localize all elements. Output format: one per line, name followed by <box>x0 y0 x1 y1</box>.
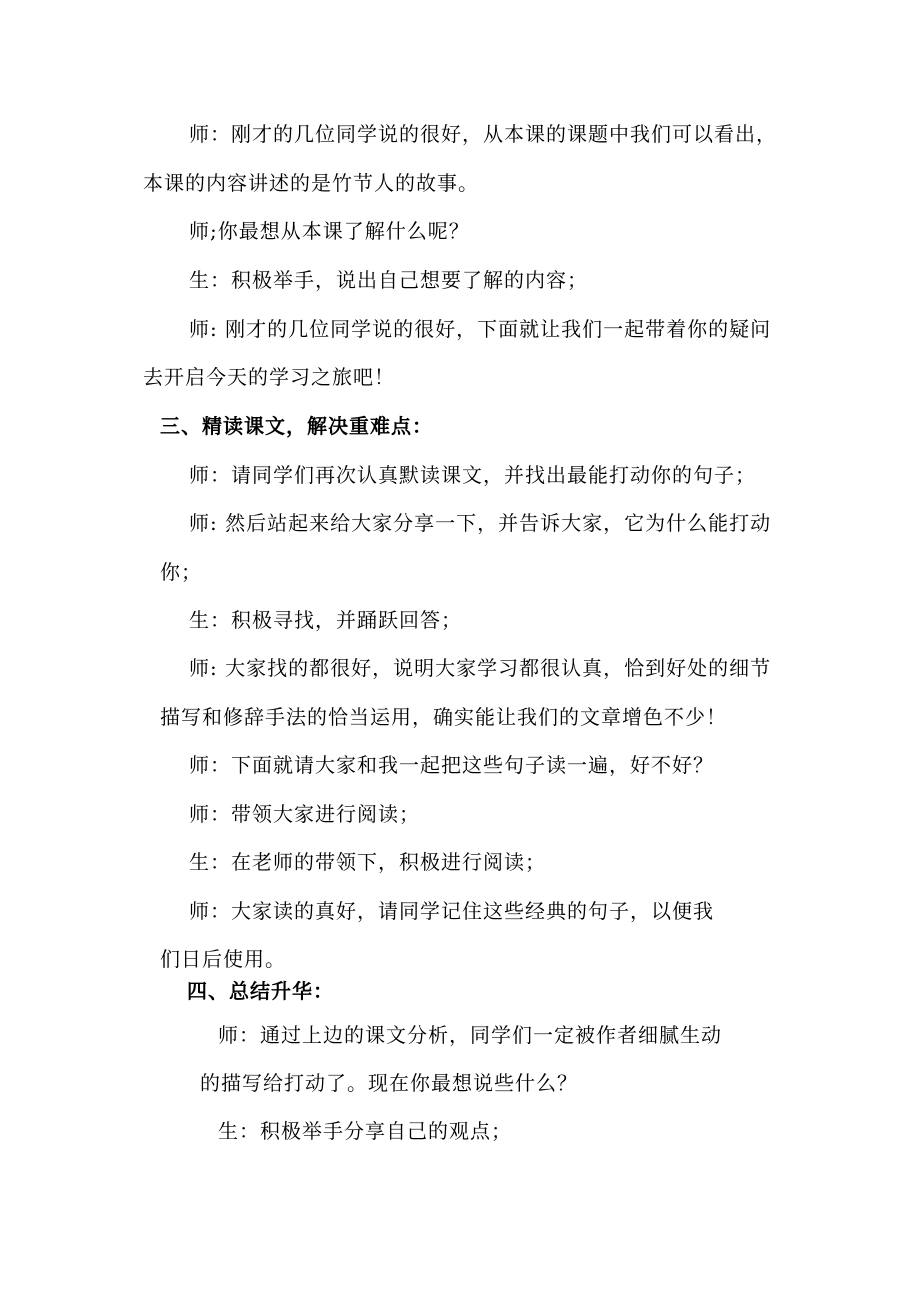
paragraph-line: 师: 刚才的几位同学说的很好，下面就让我们一起带着你的疑问 <box>189 317 772 341</box>
paragraph-line: 师：带领大家进行阅读； <box>189 802 420 826</box>
paragraph-line: 师：大家读的真好，请同学记住这些经典的句子，以便我 <box>189 899 714 923</box>
paragraph-line: 本课的内容讲述的是竹节人的故事。 <box>143 171 479 195</box>
paragraph-line: 生：积极举手分享自己的观点； <box>218 1119 512 1143</box>
paragraph-line: 你； <box>160 560 202 584</box>
section-heading: 三、精读课文，解决重难点： <box>160 414 433 438</box>
paragraph-line: 的描写给打动了。现在你最想说些什么？ <box>200 1071 578 1095</box>
paragraph-line: 师：通过上边的课文分析，同学们一定被作者细腻生动 <box>218 1023 722 1047</box>
paragraph-line: 描写和修辞手法的恰当运用，确实能让我们的文章增色不少！ <box>160 705 727 729</box>
section-heading: 四、总结升华： <box>187 979 334 1003</box>
paragraph-line: 生：积极举手，说出自己想要了解的内容； <box>189 268 588 292</box>
paragraph-line: 师：刚才的几位同学说的很好，从本课的课题中我们可以看出， <box>189 122 777 146</box>
paragraph-line: 们日后使用。 <box>160 947 286 971</box>
paragraph-line: 生：在老师的带领下，积极进行阅读； <box>189 850 546 874</box>
paragraph-line: 生：积极寻找，并踊跃回答； <box>189 608 462 632</box>
paragraph-line: 师;你最想从本课了解什么呢？ <box>189 219 470 243</box>
paragraph-line: 去开启今天的学习之旅吧！ <box>143 365 395 389</box>
paragraph-line: 师：请同学们再次认真默读课文，并找出最能打动你的句子； <box>189 463 756 487</box>
paragraph-line: 师：下面就请大家和我一起把这些句子读一遍，好不好？ <box>189 753 714 777</box>
paragraph-line: 师: 然后站起来给大家分享一下，并告诉大家，它为什么能打动 <box>189 511 772 535</box>
paragraph-line: 师: 大家找的都很好，说明大家学习都很认真，恰到好处的细节 <box>189 656 772 680</box>
